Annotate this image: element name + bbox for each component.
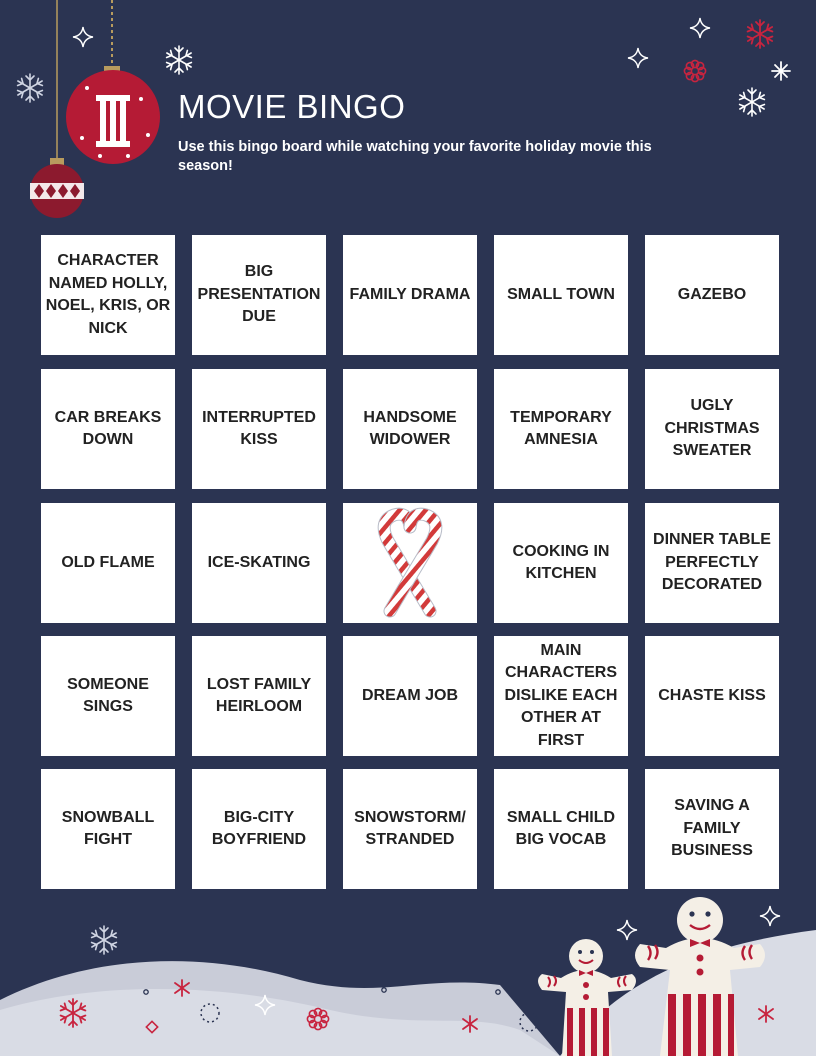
candy-cane-icon: [360, 507, 460, 619]
bingo-cell-label: HANDSOME WIDOWER: [363, 408, 457, 448]
bingo-cell[interactable]: [343, 369, 477, 489]
bingo-cell[interactable]: [192, 369, 326, 489]
bingo-cell[interactable]: [645, 636, 779, 756]
bingo-cell-label: DINNER TABLE PERFECTLY DECORATED: [653, 531, 771, 594]
bingo-cell[interactable]: [494, 503, 628, 623]
bingo-cell-label: COOKING IN KITCHEN: [512, 542, 610, 582]
bingo-cell[interactable]: [645, 235, 779, 355]
bingo-cell-label: TEMPORARY AMNESIA: [510, 408, 612, 448]
bingo-cell-label: LOST FAMILY HEIRLOOM: [206, 675, 312, 715]
bingo-cell[interactable]: [192, 235, 326, 355]
bingo-cell[interactable]: [494, 636, 628, 756]
bingo-cell-label: FAMILY DRAMA: [349, 285, 471, 303]
bingo-cell[interactable]: [41, 503, 175, 623]
bingo-cell[interactable]: [192, 636, 326, 756]
bingo-cell-label: OLD FLAME: [61, 553, 155, 571]
bingo-cell-label: SNOWBALL FIGHT: [61, 808, 155, 848]
bingo-cell[interactable]: [41, 769, 175, 889]
bingo-cell[interactable]: [645, 369, 779, 489]
iu-trident-logo: [96, 95, 130, 147]
bingo-cell[interactable]: [192, 769, 326, 889]
bingo-cell[interactable]: [41, 235, 175, 355]
bingo-cell-label: UGLY CHRISTMAS SWEATER: [664, 397, 760, 460]
bingo-cell[interactable]: [41, 369, 175, 489]
bingo-free-space[interactable]: [343, 503, 477, 623]
bingo-cell[interactable]: [494, 769, 628, 889]
bingo-cell-label: SOMEONE SINGS: [67, 675, 149, 715]
bingo-cell[interactable]: [494, 369, 628, 489]
bingo-cell-label: SMALL TOWN: [507, 285, 615, 303]
bingo-cell[interactable]: [343, 235, 477, 355]
bingo-cell-label: SMALL CHILD BIG VOCAB: [506, 808, 616, 848]
bingo-cell-label: BIG-CITY BOYFRIEND: [211, 808, 307, 848]
bingo-cell-label: ICE-SKATING: [207, 553, 311, 571]
bingo-cell-label: DREAM JOB: [361, 686, 458, 704]
bingo-cell-label: SNOWSTORM/ STRANDED: [354, 808, 466, 848]
bingo-cell-label: SAVING A FAMILY BUSINESS: [671, 797, 753, 860]
bingo-cell[interactable]: [645, 769, 779, 889]
bingo-cell-label: CAR BREAKS DOWN: [54, 408, 162, 448]
bingo-cell[interactable]: [192, 503, 326, 623]
bingo-cell-label: CHASTE KISS: [658, 686, 766, 704]
bingo-cell[interactable]: [645, 503, 779, 623]
bingo-cell-label: MAIN CHARACTERS DISLIKE EACH OTHER AT FIRST: [504, 641, 618, 749]
bingo-cell[interactable]: [343, 636, 477, 756]
bingo-cell[interactable]: [41, 636, 175, 756]
bingo-cell-label: CHARACTER NAMED HOLLY, NOEL, KRIS, OR NICK: [45, 252, 171, 337]
bingo-cell[interactable]: [343, 769, 477, 889]
bingo-cell[interactable]: [494, 235, 628, 355]
bingo-cell-label: INTERRUPTED KISS: [202, 408, 316, 448]
bingo-cell-label: BIG PRESENTATION DUE: [197, 263, 321, 326]
page-subtitle: Use this bingo board while watching your favorite holiday movie this season!: [178, 139, 652, 174]
page-title: MOVIE BINGO: [178, 88, 406, 125]
bingo-cell-label: GAZEBO: [677, 285, 747, 303]
